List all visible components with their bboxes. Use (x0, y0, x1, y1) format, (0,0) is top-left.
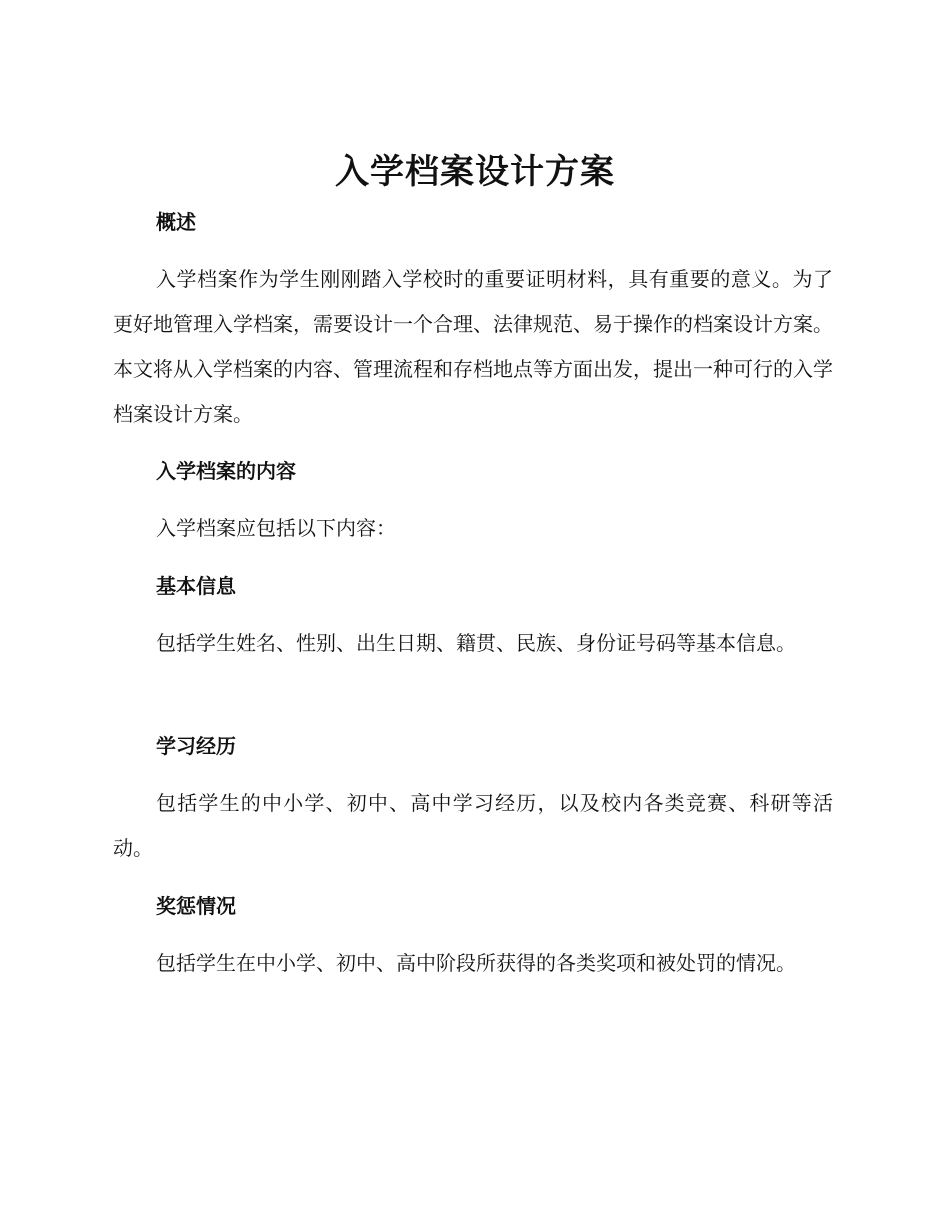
section-heading-basic-info: 基本信息 (156, 574, 236, 598)
section-heading-rewards-penalties: 奖惩情况 (156, 894, 236, 918)
section-heading-study-history: 学习经历 (156, 734, 236, 758)
section-heading-content: 入学档案的内容 (156, 459, 296, 483)
paragraph-rewards-penalties: 包括学生在中小学、初中、高中阶段所获得的各类奖项和被处罚的情况。 (156, 951, 796, 975)
paragraph-basic-info: 包括学生姓名、性别、出生日期、籍贯、民族、身份证号码等基本信息。 (156, 631, 796, 655)
section-heading-overview: 概述 (156, 210, 196, 234)
paragraph-content-intro: 入学档案应包括以下内容： (156, 516, 396, 540)
paragraph-overview: 入学档案作为学生刚刚踏入学校时的重要证明材料，具有重要的意义。为了更好地管理入学档案，需要设计一个合理、法律规范、易于操作的档案设计方案。本文将从入学档案的内容、管理流程和存档地点等方面出发，提出一种可行的入学档案设计方案。 (113, 267, 833, 426)
document-title: 入学档案设计方案 (335, 152, 615, 192)
paragraph-study-history: 包括学生的中小学、初中、高中学习经历，以及校内各类竞赛、科研等活动。 (113, 791, 833, 860)
